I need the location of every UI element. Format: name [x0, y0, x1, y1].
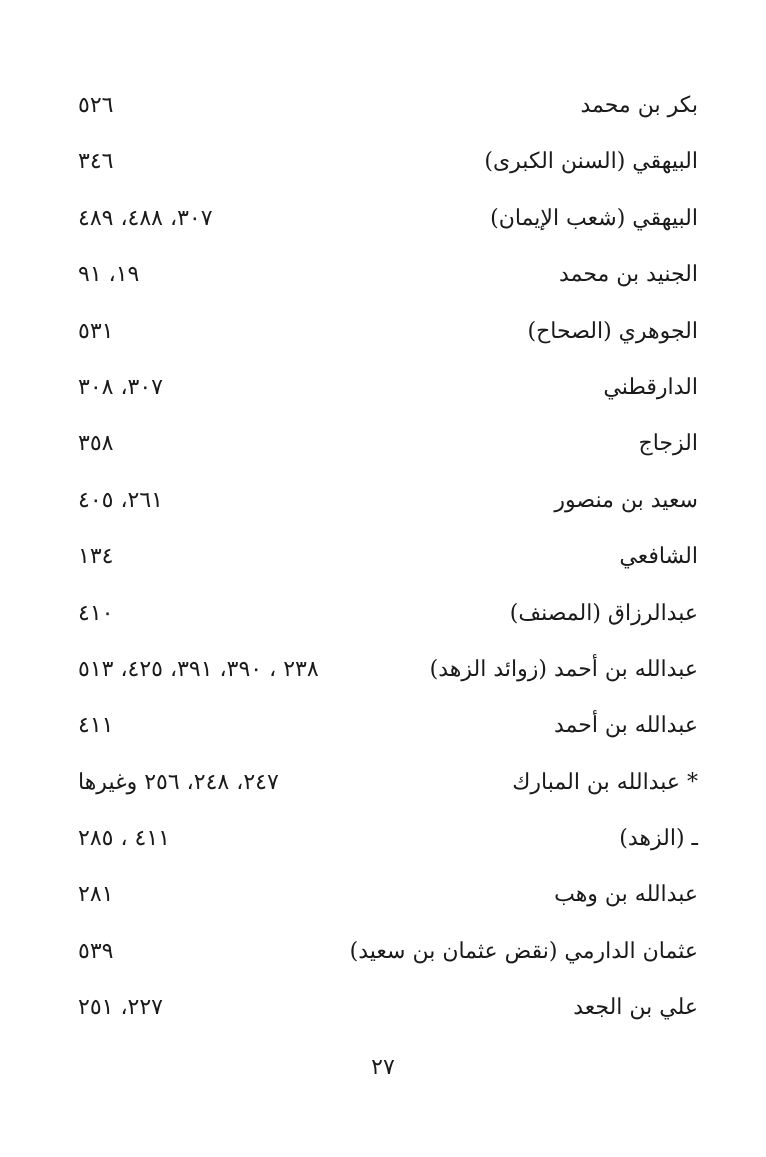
index-entry	[70, 586, 698, 642]
page-number: ٢٧	[371, 1055, 395, 1080]
entry-name: البيهقي (السنن الكبرى)	[484, 149, 698, 175]
entry-pages: ٣٠٧، ٣٠٨	[78, 374, 163, 400]
entry-pages: ٤١٠	[78, 600, 114, 626]
entry-pages: ٥٣٩	[78, 938, 114, 964]
entry-pages: ٢٨١	[78, 882, 114, 908]
entry-name: الزجاج	[638, 431, 698, 457]
index-list	[70, 78, 698, 1037]
index-entry	[70, 924, 698, 980]
entry-name: عبدالله بن أحمد (زوائد الزهد)	[429, 656, 698, 682]
index-entry	[70, 529, 698, 585]
entry-name: البيهقي (شعب الإيمان)	[490, 205, 698, 231]
entry-pages: ٤١١	[78, 713, 114, 739]
entry-name: عبدالله بن أحمد	[553, 713, 698, 739]
index-entry	[70, 360, 698, 416]
index-entry	[70, 247, 698, 303]
index-entry	[70, 755, 698, 811]
entry-name: الدارقطني	[603, 374, 698, 400]
entry-name: الشافعي	[619, 544, 698, 570]
entry-name: عبدالله بن وهب	[554, 882, 698, 908]
entry-name: الجوهري (الصحاح)	[527, 318, 698, 344]
entry-pages: ٢٤٧، ٢٤٨، ٢٥٦ وغيرها	[78, 769, 279, 795]
index-entry	[70, 980, 698, 1036]
entry-pages: ١٩، ٩١	[78, 262, 140, 288]
entry-name: الجنيد بن محمد	[559, 262, 698, 288]
index-entry	[70, 867, 698, 923]
entry-pages: ٣٥٨	[78, 431, 114, 457]
index-entry	[70, 416, 698, 472]
entry-name: * عبدالله بن المبارك	[512, 769, 698, 795]
entry-pages: ١٣٤	[78, 544, 114, 570]
index-entry	[70, 642, 698, 698]
entry-pages: ٣٠٧، ٤٨٨، ٤٨٩	[78, 205, 213, 231]
entry-name: عثمان الدارمي (نقض عثمان بن سعيد)	[349, 938, 698, 964]
entry-pages: ٢٣٨ ، ٣٩٠، ٣٩١، ٤٢٥، ٥١٣	[78, 656, 319, 682]
index-entry	[70, 698, 698, 754]
entry-pages: ٥٣١	[78, 318, 114, 344]
entry-pages: ٥٢٦	[78, 93, 114, 118]
entry-name: عبدالرزاق (المصنف)	[509, 600, 698, 626]
entry-pages: ٢٦١، ٤٠٥	[78, 487, 163, 513]
entry-name: بكر بن محمد	[580, 93, 698, 118]
index-entry	[70, 191, 698, 247]
entry-pages: ٣٤٦	[78, 149, 114, 175]
index-entry	[70, 78, 698, 134]
index-entry	[70, 134, 698, 190]
entry-name: سعيد بن منصور	[554, 487, 698, 513]
entry-name: علي بن الجعد	[573, 995, 698, 1021]
entry-name: ـ (الزهد)	[619, 826, 698, 852]
entry-pages: ٢٢٧، ٢٥١	[78, 995, 163, 1021]
entry-pages: ٤١١ ، ٢٨٥	[78, 826, 170, 852]
index-entry	[70, 473, 698, 529]
index-entry	[70, 811, 698, 867]
index-entry	[70, 304, 698, 360]
